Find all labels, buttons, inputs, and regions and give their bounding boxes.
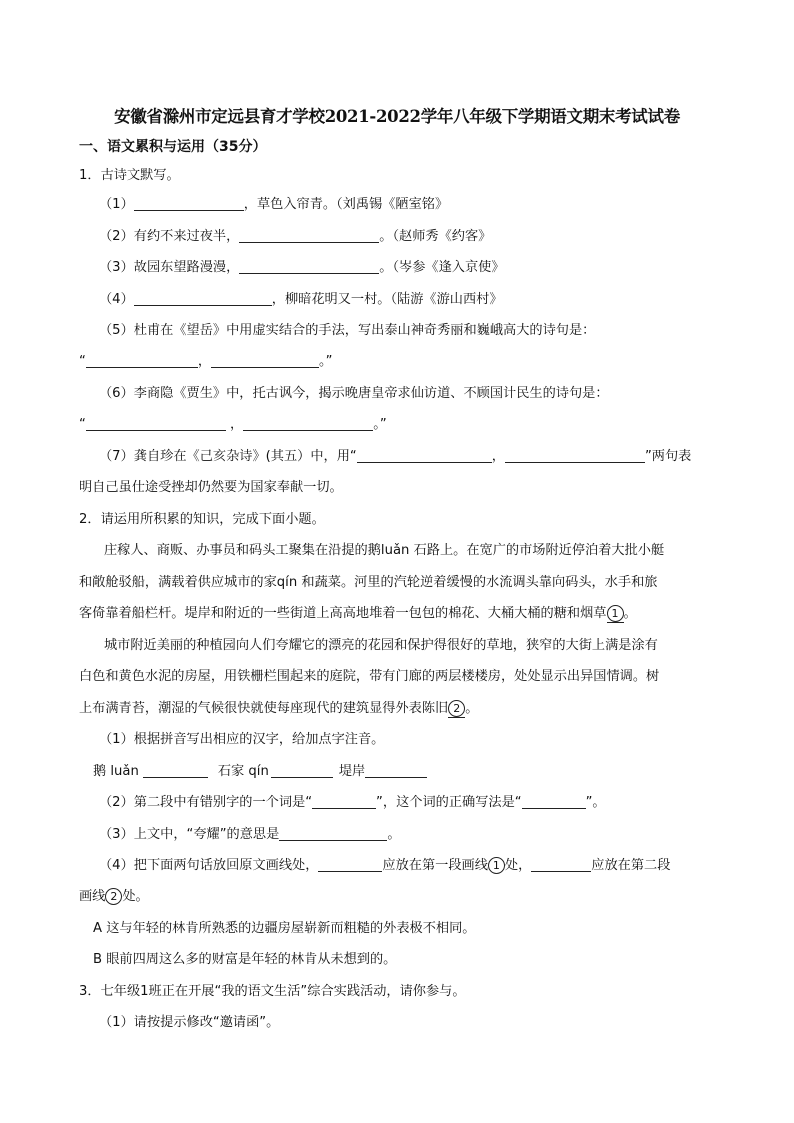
passage-p2-line3 [79, 699, 478, 719]
circled-number-1: 1 [488, 857, 505, 874]
q2-sub-3 [99, 825, 401, 845]
q2-sub-4-text: 处。 [122, 889, 149, 904]
answer-blank[interactable] [239, 258, 379, 274]
q1-item-3-prefix: （3）故园东望路漫漫， [99, 260, 240, 275]
option-a: A 这与年轻的林肯所熟悉的边疆房屋崭新而粗糙的外表极不相同。 [93, 921, 476, 936]
q1-item-2-text: 。（赵师秀《约客》 [379, 229, 492, 244]
q1-item-1-prefix: （1） [99, 197, 134, 212]
q2-sub-4-cont [79, 887, 149, 907]
underline-slot-1 [607, 606, 624, 623]
q1-item-7-prefix: （7）龚自珍在《己亥杂诗》(其五）中，用“ [99, 449, 357, 464]
q2-sub-4-text: 画线 [79, 889, 106, 904]
section-heading: 一、语文累积与运用（35分） [79, 139, 267, 155]
pinyin-label: 堤岸 [338, 764, 366, 779]
page-title: 安徽省滁州市定远县育才学校2021-2022学年八年级下学期语文期末考试试卷 [114, 107, 680, 126]
q2-sub-4-text: 应放在第一段画线 [382, 858, 488, 873]
comma: ， [197, 354, 212, 369]
passage-p1-line1: 庄稼人、商贩、办事员和码头工聚集在沿提的鹅luǎn 石路上。在宽广的市场附近停泊着大批小艇 [104, 543, 665, 558]
answer-blank[interactable] [86, 415, 226, 431]
close-quote: 。” [373, 417, 387, 432]
answer-blank[interactable] [522, 793, 586, 809]
q1-item-2-prefix: （2）有约不来过夜半， [99, 229, 240, 244]
passage-p1-line3 [79, 604, 637, 624]
q1-item-5-answer [79, 352, 332, 372]
answer-blank[interactable] [357, 447, 492, 463]
period: 。 [623, 606, 637, 621]
q1-item-7 [99, 447, 691, 467]
period: 。 [465, 701, 479, 716]
answer-blank[interactable] [134, 290, 272, 306]
q1-item-4-prefix: （4） [99, 292, 134, 307]
pinyin-label: 鹅 luǎn [93, 764, 139, 779]
passage-text: 客倚靠着船栏杆。堤岸和附近的一些街道上高高地堆着一包包的棉花、大桶大桶的糖和烟草 [79, 606, 607, 621]
comma: ， [225, 417, 244, 432]
q2-sub-1-blanks [93, 762, 427, 782]
q2-sub-4-text: 应放在第二段 [591, 858, 671, 873]
q1-item-3-text: 。（岑参《逢入京使》 [379, 260, 505, 275]
q2-sub-4 [99, 856, 670, 876]
answer-blank[interactable] [531, 856, 591, 872]
q2-sub-4-text: （4）把下面两句话放回原文画线处， [99, 858, 319, 873]
underline-slot-2 [448, 701, 465, 718]
q1-item-4-text: ，柳暗花明又一村。（陆游《游山西村》 [271, 292, 503, 307]
q1-item-3 [99, 258, 505, 278]
q2-sub-1: （1）根据拼音写出相应的汉字，给加点字注音。 [99, 732, 385, 747]
answer-blank[interactable] [134, 195, 244, 211]
open-quote: “ [79, 417, 86, 432]
q2-sub-2-text: ”。 [585, 795, 606, 810]
period: 。 [387, 827, 401, 842]
passage-p2-line2: 白色和黄色水泥的房屋，用铁栅栏围起来的庭院，带有门廊的两层楼楼房，处处显示出异国情调。树 [79, 669, 660, 684]
q1-item-1 [99, 195, 448, 215]
q1-item-5: （5）杜甫在《望岳》中用虚实结合的手法，写出泰山神奇秀丽和巍峨高大的诗句是： [99, 323, 596, 338]
answer-blank[interactable] [312, 793, 376, 809]
answer-blank[interactable] [243, 415, 373, 431]
answer-blank[interactable] [271, 762, 333, 778]
comma: ， [491, 449, 505, 464]
q1-item-7-text: ”两句表 [644, 449, 692, 464]
q1-item-6: （6）李商隐《贾生》中，托古讽今，揭示晚唐皇帝求仙访道、不顾国计民生的诗句是： [99, 386, 609, 401]
answer-blank[interactable] [279, 825, 387, 841]
answer-blank[interactable] [318, 856, 382, 872]
q1-item-7-cont: 明自己虽仕途受挫却仍然要为国家奉献一切。 [79, 480, 343, 495]
answer-blank[interactable] [143, 762, 208, 778]
q2-sub-4-text: 处， [504, 858, 532, 873]
answer-blank[interactable] [505, 447, 645, 463]
passage-p1-line2: 和敞舱驳船，满载着供应城市的家qín 和蔬菜。河里的汽轮逆着缓慢的水流调头靠向码头，水手和旅 [79, 575, 658, 590]
q2-sub-2-text: ”，这个词的正确写法是“ [376, 795, 522, 810]
q3-sub-1: （1）请按提示修改“邀请函”。 [99, 1015, 280, 1030]
circled-number-2: 2 [448, 700, 465, 717]
option-b: B 眼前四周这么多的财富是年轻的林肯从未想到的。 [93, 952, 397, 967]
q1-item-6-answer [79, 415, 387, 435]
answer-blank[interactable] [211, 352, 319, 368]
answer-blank[interactable] [365, 762, 427, 778]
passage-text: 上布满青苔，潮湿的气候很快就使每座现代的建筑显得外表陈旧 [79, 701, 449, 716]
q1-item-4 [99, 290, 503, 310]
passage-p2-line1: 城市附近美丽的种植园向人们夸耀它的漂亮的花园和保护得很好的草地，狭窄的大街上满是涂有 [104, 638, 658, 653]
q2-sub-3-text: （3）上文中，“夸耀”的意思是 [99, 827, 280, 842]
q3-stem: 3．七年级1班正在开展“我的语文生活”综合实践活动，请你参与。 [79, 984, 466, 999]
open-quote: “ [79, 354, 86, 369]
circled-number-2: 2 [105, 888, 122, 905]
circled-number-1: 1 [607, 605, 624, 622]
q2-stem: 2．请运用所积累的知识，完成下面小题。 [79, 512, 325, 527]
q2-sub-2 [99, 793, 606, 813]
q1-item-2 [99, 227, 491, 247]
answer-blank[interactable] [239, 227, 379, 243]
q2-sub-2-text: （2）第二段中有错别字的一个词是“ [99, 795, 313, 810]
q1-item-1-text: ，草色入帘青。（刘禹锡《陋室铭》 [243, 197, 449, 212]
pinyin-label: 石家 qín [217, 764, 269, 779]
q1-stem: 1．古诗文默写。 [79, 168, 180, 183]
close-quote: 。” [319, 354, 333, 369]
answer-blank[interactable] [86, 352, 198, 368]
